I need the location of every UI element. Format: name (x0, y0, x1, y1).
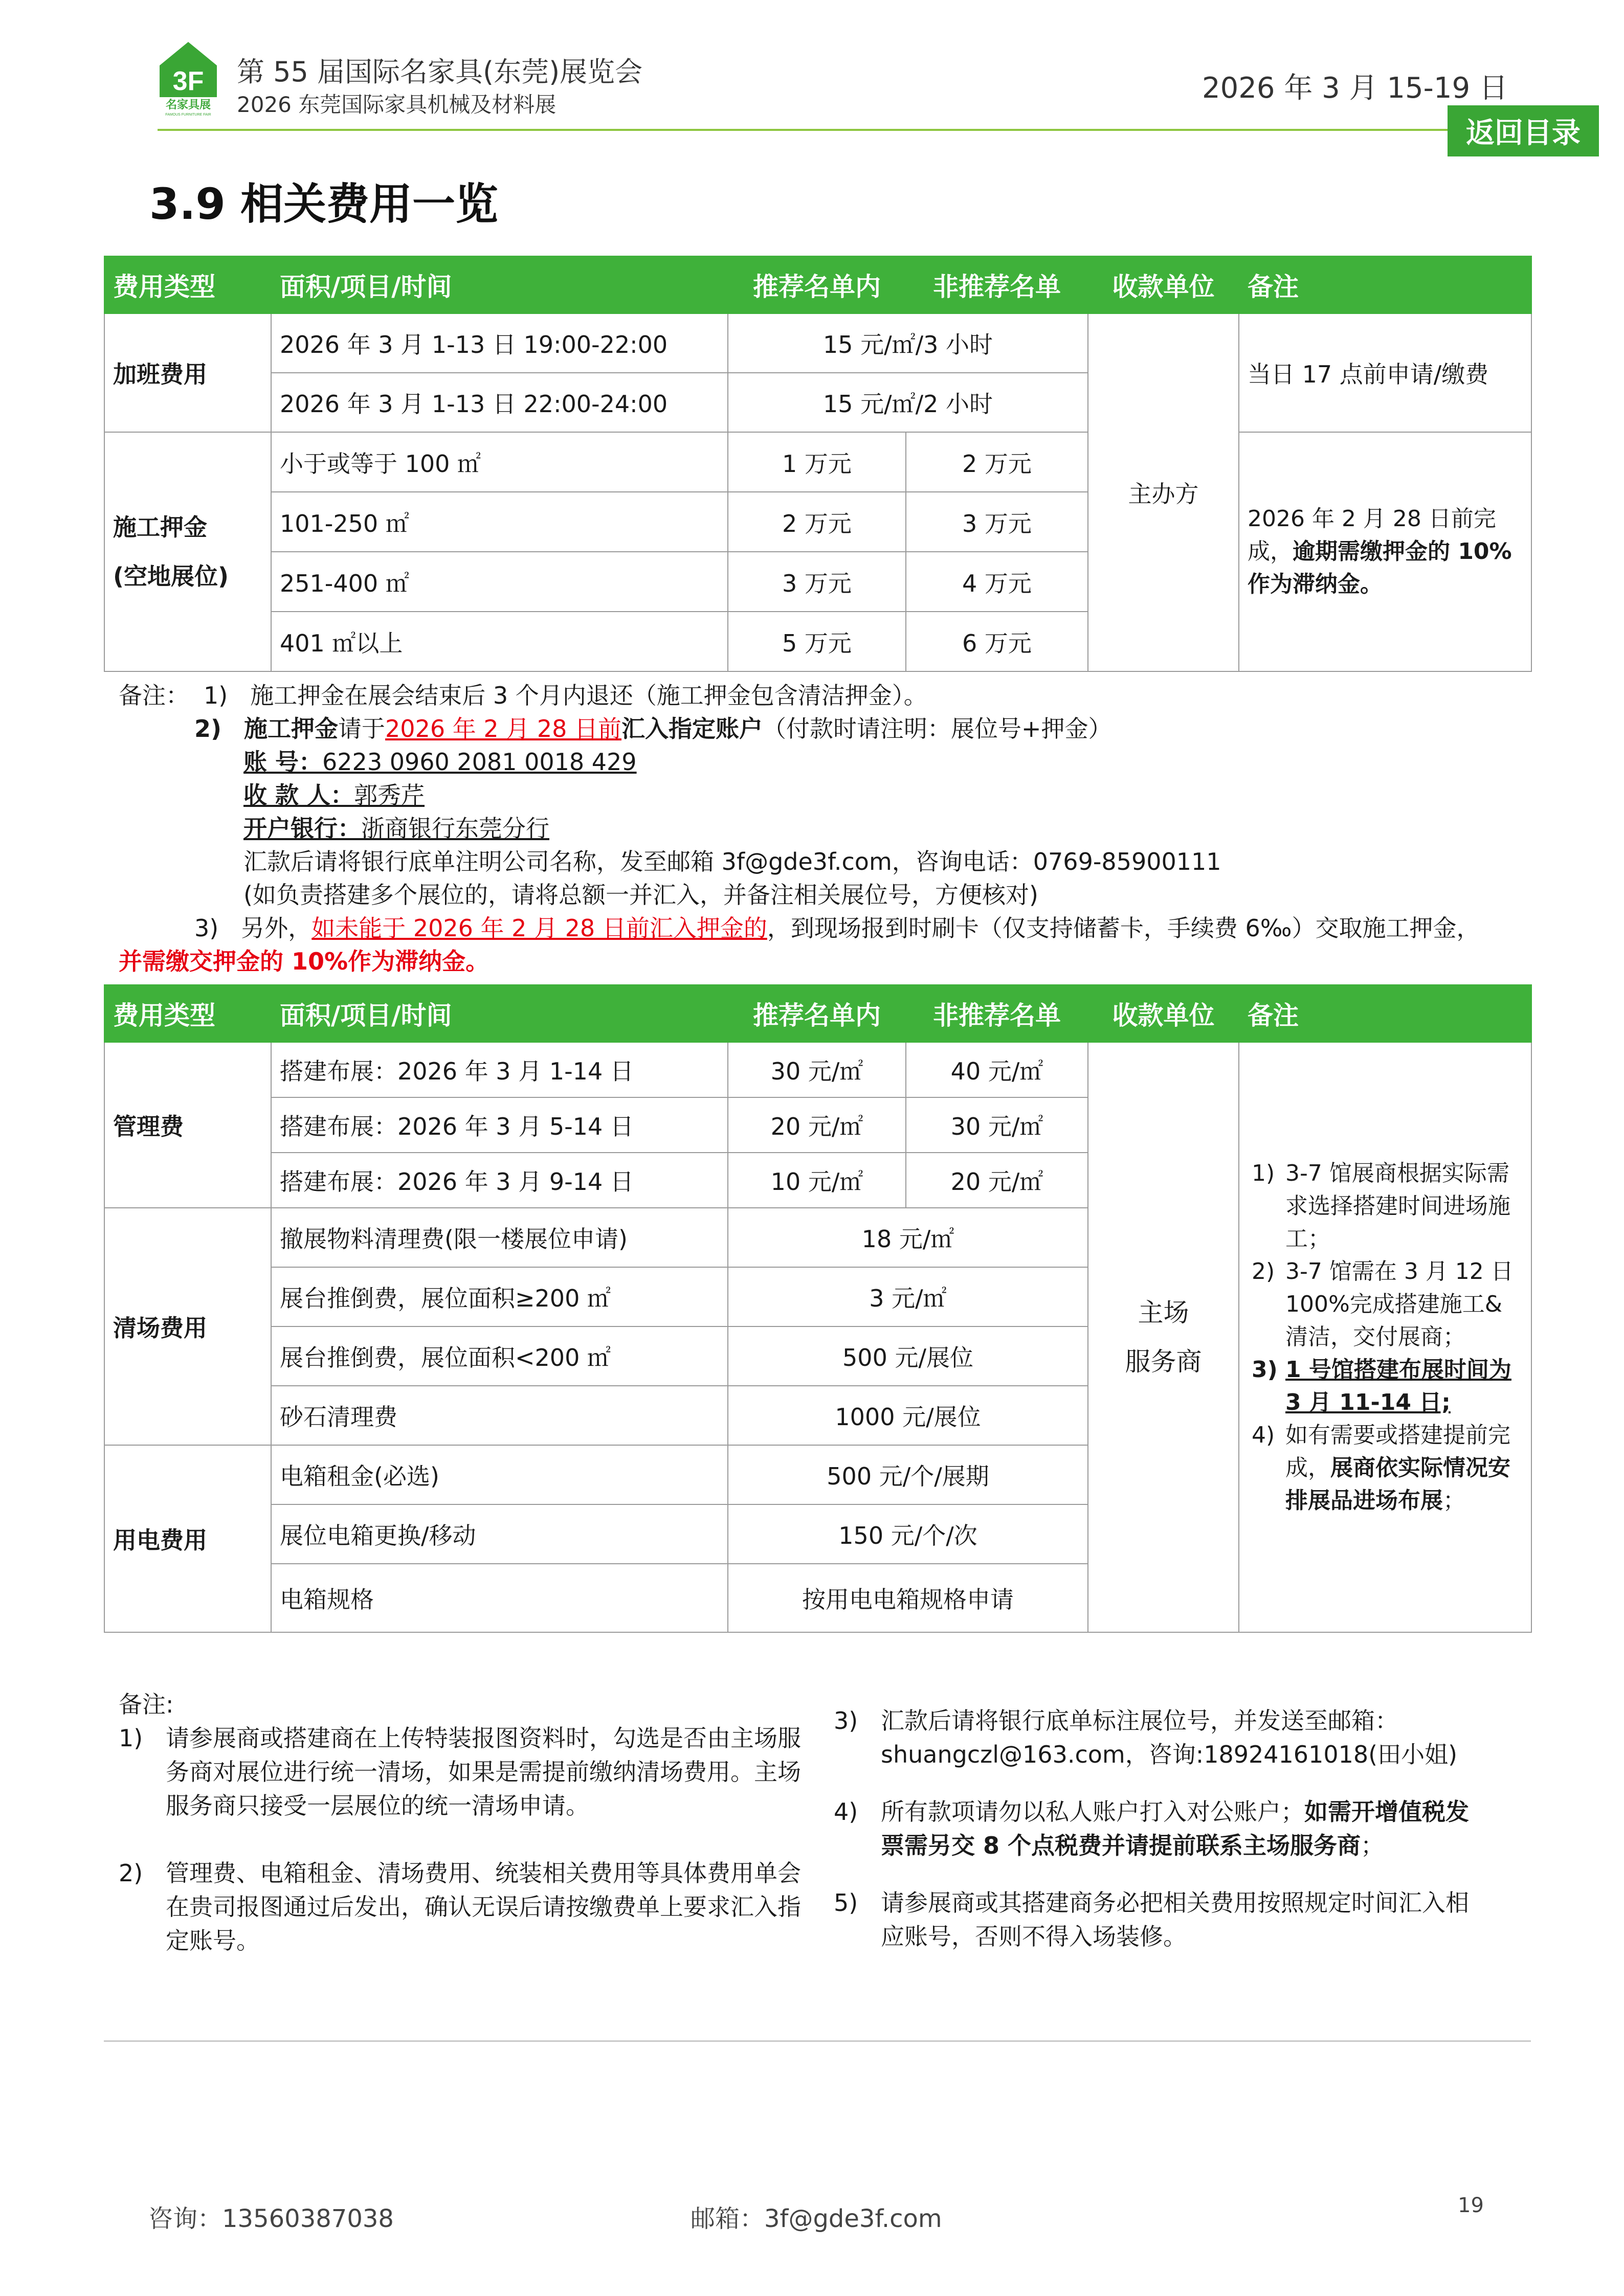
note-number: 3) (194, 914, 219, 942)
payee-name: 郭秀芹 (354, 781, 425, 809)
bottom-note-item (834, 1704, 1483, 1771)
fee-table-1 (104, 256, 1532, 672)
bottom-note-2: 管理费、电箱租金、清场费用、统装相关费用等具体费用单会在贵司报图通过后发出，确认无误后请按缴费单上要求汇入指定账号。 (166, 1859, 801, 1954)
table-row (104, 432, 1531, 492)
price-nonrec-cell: 6 万元 (906, 612, 1088, 671)
price-cell: 1000 元/展位 (728, 1386, 1088, 1445)
table-row (104, 313, 1531, 373)
account-label: 账 号： (243, 748, 323, 776)
multi-booth-instruction: (如负责搭建多个展位的，请将总额一并汇入，并备注相关展位号，方便核对) (243, 881, 1038, 909)
note-3-c: ，到现场报到时刷卡（仅支持储蓄卡，手续费 6‰）交取施工押金， (767, 914, 1480, 942)
note-3-b: 如未能于 2026 年 2 月 28 日前汇入押金的 (312, 914, 767, 942)
note-number: 3) (834, 1707, 858, 1735)
note-number: 4) (1252, 1422, 1275, 1448)
header-fee-type: 费用类型 (104, 985, 271, 1042)
note-2-text: 请于 (338, 715, 386, 742)
footer-email: 邮箱：3f@gde3f.com (691, 2204, 942, 2233)
remark-cell: 当日 17 点前申请/缴费 (1239, 313, 1531, 432)
price-nonrec-cell: 4 万元 (906, 552, 1088, 612)
logo (158, 40, 219, 117)
price-cell: 15 元/㎡/3 小时 (728, 313, 1088, 373)
page-number: 19 (1458, 2194, 1484, 2217)
footer-divider (104, 2040, 1531, 2042)
price-cell: 18 元/㎡ (728, 1208, 1088, 1267)
service-note-1: 3-7 馆展商根据实际需求选择搭建时间进场施工； (1285, 1160, 1510, 1252)
item-cell: 展台推倒费，展位面积≥200 ㎡ (271, 1267, 728, 1326)
category-power: 用电费用 (104, 1445, 271, 1632)
price-nonrec-cell: 40 元/㎡ (906, 1042, 1088, 1097)
item-cell: 101-250 ㎡ (271, 492, 728, 552)
item-cell: 251-400 ㎡ (271, 552, 728, 612)
header-non-recommended: 非推荐名单 (906, 256, 1088, 313)
note-number: 2) (194, 715, 222, 742)
header-remarks: 备注 (1239, 985, 1531, 1042)
notes-label: 备注： (119, 682, 189, 709)
item-cell: 搭建布展：2026 年 3 月 5-14 日 (271, 1097, 728, 1153)
note-2-deadline: 2026 年 2 月 28 日前 (385, 715, 622, 742)
price-cell: 500 元/展位 (728, 1326, 1088, 1386)
table-header-row (104, 256, 1531, 313)
item-cell: 小于或等于 100 ㎡ (271, 432, 728, 492)
bottom-note-4c: ； (1361, 1832, 1385, 1859)
payee-cell: 主办方 (1088, 313, 1239, 671)
category-deposit (104, 432, 271, 671)
price-rec-cell: 10 元/㎡ (728, 1153, 906, 1208)
item-cell: 搭建布展：2026 年 3 月 1-14 日 (271, 1042, 728, 1097)
payee-line2: 服务商 (1125, 1347, 1202, 1377)
bottom-notes (119, 1687, 1530, 1994)
item-cell: 撤展物料清理费(限一楼展位申请) (271, 1208, 728, 1267)
note-2-deposit: 施工押金 (244, 715, 339, 742)
note-number: 1) (204, 682, 228, 709)
price-rec-cell: 2 万元 (728, 492, 906, 552)
service-remark-cell (1239, 1042, 1531, 1632)
item-cell: 电箱规格 (271, 1564, 728, 1632)
service-note-4c: ； (1443, 1488, 1465, 1514)
category-deposit-line1: 施工押金 (113, 513, 207, 541)
table-header-row (104, 985, 1531, 1042)
payee-line1: 主场 (1138, 1298, 1189, 1327)
remit-instruction: 汇款后请将银行底单注明公司名称，发至邮箱 3f@gde3f.com，咨询电话：0769-85900111 (243, 848, 1221, 875)
category-deposit-line2: (空地展位) (113, 562, 229, 590)
price-rec-cell: 5 万元 (728, 612, 906, 671)
price-rec-cell: 20 元/㎡ (728, 1097, 906, 1153)
header-recommended: 推荐名单内 (728, 985, 906, 1042)
item-cell: 401 ㎡以上 (271, 612, 728, 671)
section-title: 3.9 相关费用一览 (149, 179, 499, 229)
header-fee-type: 费用类型 (104, 256, 271, 313)
service-note-4a: 如有需要或搭建提前完成， (1285, 1422, 1510, 1481)
bank-label: 开户银行： (243, 815, 361, 842)
payee-label: 收 款 人： (243, 781, 354, 809)
header-payee: 收款单位 (1088, 256, 1239, 313)
note-number: 3) (1252, 1357, 1278, 1383)
note-number: 5) (834, 1889, 858, 1917)
note-number: 1) (1252, 1160, 1275, 1186)
note-number: 2) (1252, 1258, 1275, 1285)
bottom-note-item (119, 1856, 809, 1957)
item-cell: 砂石清理费 (271, 1386, 728, 1445)
price-rec-cell: 1 万元 (728, 432, 906, 492)
footer-phone: 咨询：13560387038 (148, 2204, 394, 2233)
item-cell: 2026 年 3 月 1-13 日 19:00-22:00 (271, 313, 728, 373)
account-number: 6223 0960 2081 0018 429 (322, 748, 637, 776)
table-row (104, 1042, 1531, 1097)
logo-caption: 名家具展 (165, 99, 211, 111)
item-cell: 电箱租金(必选) (271, 1445, 728, 1504)
logo-caption-en: FAMOUS FURNITURE FAIR (165, 113, 211, 117)
bank-name: 浙商银行东莞分行 (361, 815, 549, 842)
bottom-note-item (119, 1721, 809, 1822)
bottom-note-5: 请参展商或其搭建商务必把相关费用按照规定时间汇入相应账号，否则不得入场装修。 (881, 1889, 1469, 1950)
item-cell: 2026 年 3 月 1-13 日 22:00-24:00 (271, 373, 728, 432)
note-number: 4) (834, 1798, 858, 1826)
logo-house-icon (158, 40, 219, 117)
exhibition-date: 2026 年 3 月 15-19 日 (1202, 72, 1508, 105)
bottom-notes-label: 备注: (119, 1691, 174, 1718)
note-3-penalty: 并需缴交押金的 10%作为滞纳金。 (119, 948, 490, 975)
note-number: 1) (119, 1724, 143, 1752)
item-cell: 搭建布展：2026 年 3 月 9-14 日 (271, 1153, 728, 1208)
price-cell: 按用电电箱规格申请 (728, 1564, 1088, 1632)
header-remarks: 备注 (1239, 256, 1531, 313)
deposit-remark-plain: 2026 年 2 月 28 日前完成， (1248, 506, 1496, 565)
category-management: 管理费 (104, 1042, 271, 1208)
payee-cell (1088, 1042, 1239, 1632)
fee-table-2 (104, 984, 1532, 1633)
category-cleaning: 清场费用 (104, 1208, 271, 1445)
header-divider (158, 129, 1467, 131)
header-payee: 收款单位 (1088, 985, 1239, 1042)
note-2-account: 汇入指定账户 (621, 715, 763, 742)
bottom-note-4b: 如需开增值税发票需另交 8 个点税费并请提前联系主场服务商 (881, 1798, 1469, 1859)
note-number: 2) (119, 1859, 143, 1887)
bottom-note-1: 请参展商或搭建商在上传特装报图资料时，勾选是否由主场服务商对展位进行统一清场，如果是需提前缴纳清场费用。主场服务商只接受一层展位的统一清场申请。 (166, 1724, 801, 1819)
bottom-note-item (834, 1795, 1483, 1862)
deposit-remark-bold: 逾期需缴押金的 10%作为滞纳金。 (1248, 538, 1512, 597)
service-note-2: 3-7 馆需在 3 月 12 日 100%完成搭建施工&清洁，交付展商； (1285, 1258, 1514, 1350)
price-cell: 15 元/㎡/2 小时 (728, 373, 1088, 432)
price-rec-cell: 30 元/㎡ (728, 1042, 906, 1097)
bottom-note-4a: 所有款项请勿以私人账户打入对公账户； (881, 1798, 1304, 1826)
exhibition-subtitle: 2026 东莞国际家具机械及材料展 (237, 92, 557, 117)
price-nonrec-cell: 30 元/㎡ (906, 1097, 1088, 1153)
note-1: 施工押金在展会结束后 3 个月内退还（施工押金包含清洁押金）。 (250, 682, 927, 709)
item-cell: 展台推倒费，展位面积<200 ㎡ (271, 1326, 728, 1386)
price-nonrec-cell: 3 万元 (906, 492, 1088, 552)
bottom-note-3: 汇款后请将银行底单标注展位号，并发送至邮箱：shuangczl@163.com，咨询:18924161018(田小姐) (881, 1707, 1458, 1768)
logo-text: 3F (172, 66, 204, 96)
deposit-remark-cell (1239, 432, 1531, 671)
note-3-a: 另外， (241, 914, 312, 942)
price-nonrec-cell: 20 元/㎡ (906, 1153, 1088, 1208)
note-2-remark: （付款时请注明：展位号+押金） (763, 715, 1112, 742)
price-nonrec-cell: 2 万元 (906, 432, 1088, 492)
exhibition-title: 第 55 届国际名家具(东莞)展览会 (237, 56, 643, 88)
category-overtime: 加班费用 (104, 313, 271, 432)
service-note-3: 1 号馆搭建布展时间为 3 月 11-14 日; (1285, 1357, 1511, 1415)
header-recommended: 推荐名单内 (728, 256, 906, 313)
price-cell: 3 元/㎡ (728, 1267, 1088, 1326)
header-item: 面积/项目/时间 (271, 985, 728, 1042)
bottom-note-item (834, 1886, 1483, 1953)
back-to-contents-button[interactable]: 返回目录 (1448, 105, 1599, 156)
price-cell: 500 元/个/展期 (728, 1445, 1088, 1504)
price-rec-cell: 3 万元 (728, 552, 906, 612)
header-non-recommended: 非推荐名单 (906, 985, 1088, 1042)
price-cell: 150 元/个/次 (728, 1504, 1088, 1564)
item-cell: 展位电箱更换/移动 (271, 1504, 728, 1564)
service-note-4b: 展商依实际情况安排展品进场布展 (1285, 1455, 1510, 1514)
header-item: 面积/项目/时间 (271, 256, 728, 313)
